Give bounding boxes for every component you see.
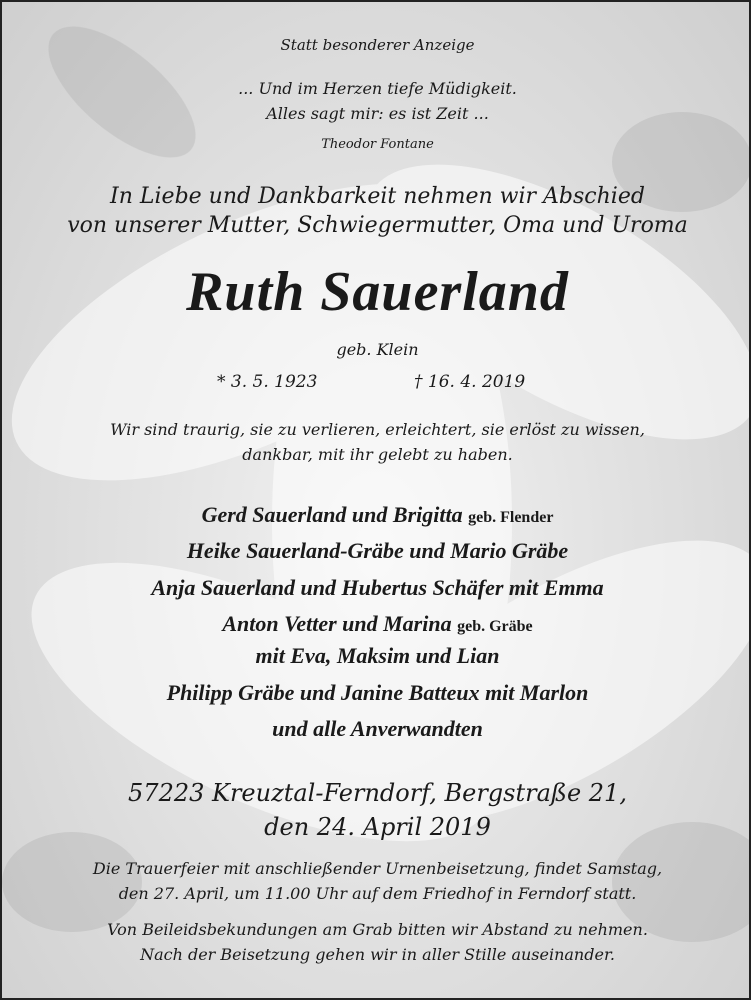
notice-date: den 24. April 2019: [264, 813, 491, 841]
intro-line-2: von unserer Mutter, Schwiegermutter, Oma und Uroma: [67, 213, 688, 238]
quote-author: Theodor Fontane: [321, 137, 434, 152]
maiden-name-note: geb. Gräbe: [457, 618, 533, 635]
sentiment-line-1: Wir sind traurig, sie zu verlieren, erleichtert, sie erlöst zu wissen,: [110, 420, 645, 439]
quote-line-1: ... Und im Herzen tiefe Müdigkeit.: [238, 79, 517, 98]
birth-date: * 3. 5. 1923: [217, 372, 318, 392]
intro-line-1: In Liebe und Dankbarkeit nehmen wir Abschied: [110, 184, 645, 209]
mourner-line-4: [2, 611, 751, 637]
mourner-line-5: mit Eva, Maksim und Lian: [255, 643, 500, 668]
sentiment-line-2: dankbar, mit ihr gelebt zu haben.: [242, 445, 513, 464]
mourner-names: Anton Vetter und Marina: [222, 611, 452, 636]
closing-line-1: Von Beileidsbekundungen am Grab bitten wir Abstand zu nehmen.: [107, 920, 648, 939]
deceased-name: Ruth Sauerland: [186, 261, 569, 323]
quote-line-2: Alles sagt mir: es ist Zeit ...: [266, 104, 489, 123]
mourner-names: Gerd Sauerland und Brigitta: [201, 502, 463, 527]
maiden-name-note: geb. Flender: [468, 509, 554, 526]
mourner-line-6: Philipp Gräbe und Janine Batteux mit Marlon: [166, 680, 589, 705]
address: 57223 Kreuztal-Ferndorf, Bergstraße 21,: [128, 779, 627, 807]
funeral-line-1: Die Trauerfeier mit anschließender Urnenbeisetzung, findet Samstag,: [92, 859, 663, 878]
mourner-line-1: [2, 502, 751, 528]
maiden-name: geb. Klein: [336, 340, 419, 359]
mourner-line-2: Heike Sauerland-Gräbe und Mario Gräbe: [186, 538, 569, 563]
death-date: † 16. 4. 2019: [414, 372, 526, 392]
closing-line-2: Nach der Beisetzung gehen wir in aller Stille auseinander.: [140, 945, 615, 964]
mourner-line-3: Anja Sauerland und Hubertus Schäfer mit Emma: [151, 575, 604, 600]
notice-heading: Statt besonderer Anzeige: [280, 36, 475, 54]
mourner-line-7: und alle Anverwandten: [272, 716, 483, 741]
funeral-line-2: den 27. April, um 11.00 Uhr auf dem Friedhof in Ferndorf statt.: [118, 884, 637, 903]
